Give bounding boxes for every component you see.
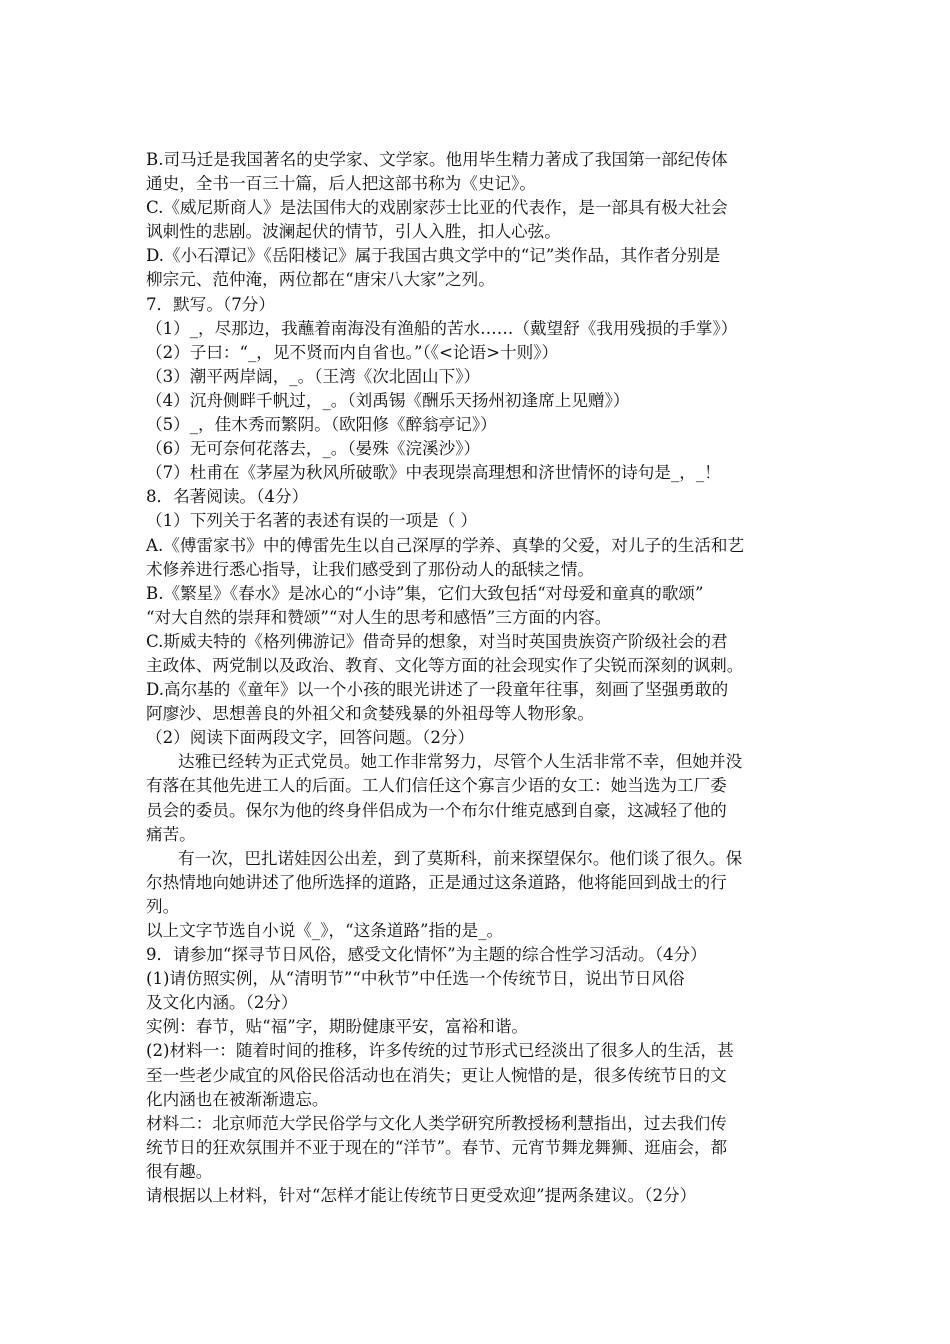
q8-option-b-line-2: “对大自然的崇拜和赞颂”“对人生的思考和感悟”三方面的内容。: [146, 607, 612, 627]
q9-example: 实例：春节，贴“福”字，期盼健康平安，富裕和谐。: [146, 1017, 529, 1037]
q7-item-1: （1）_，尽那边，我蘸着南海没有渔船的苦水……（戴望舒《我用残损的手掌》）: [146, 318, 738, 338]
passage-1-line-1: 达雅已经转为正式党员。她工作非常努力，尽管个人生活非常不幸，但她并没: [178, 752, 743, 772]
q7-item-7: （7）杜甫在《茅屋为秋风所破歌》中表现崇高理想和济世情怀的诗句是_，_！: [146, 463, 721, 483]
passage-1-line-4: 痛苦。: [146, 824, 196, 844]
q7-item-5: （5）_，佳木秀而繁阴。（欧阳修《醉翁亭记》）: [146, 415, 497, 435]
q9-material-2-line-1: 材料二：北京师范大学民俗学与文化人类学研究所教授杨利慧指出，过去我们传: [146, 1113, 727, 1133]
question-7-heading: 7．默写。（7分）: [146, 294, 275, 314]
exam-text: [146, 148, 814, 1208]
q7-item-4: （4）沉舟侧畔千帆过，_。（刘禹锡《酬乐天扬州初逢席上见赠》）: [146, 390, 630, 410]
q8-part-2-question: 以上文字节选自小说《_》，“这条道路”指的是_。: [146, 921, 504, 940]
option-d-line-1: D.《小石潭记》《岳阳楼记》属于我国古典文学中的“记”类作品，其作者分别是: [146, 246, 721, 266]
q9-material-1-line-3: 化内涵也在被渐渐遗忘。: [146, 1089, 329, 1109]
question-8-heading: 8．名著阅读。（4分）: [146, 487, 309, 507]
q8-option-a-line-1: A.《傅雷家书》中的傅雷先生以自己深厚的学养、真挚的父爱，对儿子的生活和艺: [146, 535, 745, 555]
passage-2-line-1: 有一次，巴扎诺娃因公出差，到了莫斯科，前来探望保尔。他们谈了很久。保: [178, 848, 743, 868]
passage-1-line-3: 员会的委员。保尔为他的终身伴侣成为一个布尔什维克感到自豪，这减轻了他的: [146, 800, 727, 820]
q9-material-2-line-3: 很有趣。: [146, 1161, 213, 1181]
question-9-heading: 9．请参加“探寻节日风俗，感受文化情怀”为主题的综合性学习活动。（4分）: [146, 945, 707, 965]
q9-part-1-line-1: (1)请仿照实例，从“清明节”“中秋节”中任选一个传统节日，说出节日风俗: [146, 969, 685, 989]
q8-option-b-line-1: B.《繁星》《春水》是冰心的“小诗”集，它们大致包括“对母爱和童真的歌颂”: [146, 583, 704, 603]
option-b-line-2: 通史，全书一百三十篇，后人把这部书称为《史记》。: [146, 174, 536, 194]
q7-item-6: （6）无可奈何花落去，_。（晏殊《浣溪沙》）: [146, 439, 481, 459]
q9-material-1-line-1: (2)材料一：随着时间的推移，许多传统的过节形式已经淡出了很多人的生活，甚: [146, 1041, 734, 1061]
q9-part-2-question: 请根据以上材料，针对“怎样才能让传统节日更受欢迎”提两条建议。（2分）: [146, 1186, 697, 1206]
option-d-line-2: 柳宗元、范仲淹，两位都在“唐宋八大家”之列。: [146, 270, 495, 290]
passage-2-line-2: 尔热情地向她讲述了他所选择的道路，正是通过这条道路，他将能回到战士的行: [146, 872, 727, 892]
q8-part-1-prompt: （1）下列关于名著的表述有误的一项是（ ）: [146, 511, 478, 531]
q8-option-c-line-2: 主政体、两党制以及政治、教育、文化等方面的社会现实作了尖锐而深刻的讽刺。: [146, 655, 744, 675]
q8-option-d-line-1: D.高尔基的《童年》以一个小孩的眼光讲述了一段童年往事，刻画了坚强勇敢的: [146, 680, 729, 700]
passage-1-line-2: 有落在其他先进工人的后面。工人们信任这个寡言少语的女工：她当选为工厂委: [146, 776, 727, 796]
q9-part-1-line-2: 及文化内涵。（2分）: [146, 993, 298, 1013]
q9-material-1-line-2: 至一些老少咸宜的风俗民俗活动也在消失；更让人惋惜的是，很多传统节日的文: [146, 1065, 727, 1085]
q8-option-a-line-2: 术修养进行悉心指导，让我们感受到了那份动人的舐犊之情。: [146, 559, 595, 579]
q8-option-d-line-2: 阿廖沙、思想善良的外祖父和贪婪残暴的外祖母等人物形象。: [146, 704, 595, 724]
q7-item-2: （2）子曰：“_，见不贤而内自省也。”（《<论语>十则》）: [146, 342, 559, 362]
option-c-line-2: 讽刺性的悲剧。波澜起伏的情节，引人入胜，扣人心弦。: [146, 222, 561, 242]
option-c-line-1: C.《威尼斯商人》是法国伟大的戏剧家莎士比亚的代表作，是一部具有极大社会: [146, 198, 728, 218]
q8-option-c-line-1: C.斯威夫特的《格列佛游记》借奇异的想象，对当时英国贵族资产阶级社会的君: [146, 631, 728, 651]
option-b-line-1: B.司马迁是我国著名的史学家、文学家。他用毕生精力著成了我国第一部纪传体: [146, 150, 728, 169]
q7-item-3: （3）潮平两岸阔，_。（王湾《次北固山下》）: [146, 366, 481, 386]
q8-part-2-prompt: （2）阅读下面两段文字，回答问题。（2分）: [146, 728, 475, 748]
passage-2-line-3: 列。: [146, 896, 180, 916]
q9-material-2-line-2: 统节日的狂欢氛围并不亚于现在的“洋节”。春节、元宵节舞龙舞狮、逛庙会，都: [146, 1137, 728, 1157]
